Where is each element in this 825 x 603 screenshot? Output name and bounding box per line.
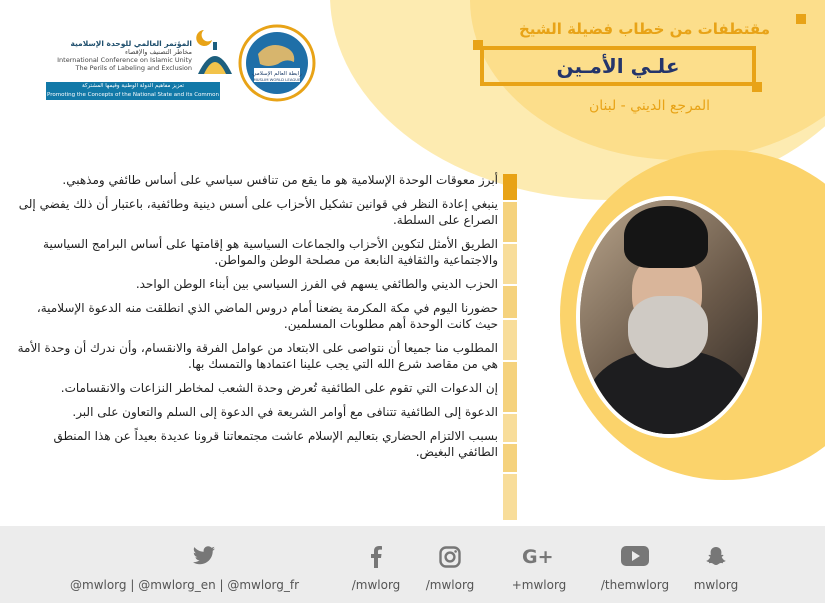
snapchat-link[interactable] xyxy=(686,526,746,603)
conference-emblem-icon xyxy=(196,26,234,76)
conference-strip xyxy=(46,82,220,106)
mwl-logo-ar: رابطة العالم الإسلامي xyxy=(252,71,302,77)
decorative-square xyxy=(796,14,806,24)
google-plus-link[interactable] xyxy=(506,526,572,603)
svg-text:G+: G+ xyxy=(522,546,554,566)
snapchat-label: mwlorg xyxy=(693,578,739,592)
speaker-name: علـي الأمـين xyxy=(556,54,680,78)
conference-logo xyxy=(44,20,220,106)
excerpt-paragraph: الطريق الأمثل لتكوين الأحزاب والجماعات السياسية هو إقامتها على أساس البرامج السياسية والاجتماعية والثقافية النابعة من مصلحة الوطن والمواطن. xyxy=(43,237,498,267)
excerpt-paragraph: إن الدعوات التي تقوم على الطائفية تُعرض وحدة الشعب لمخاطر النزاعات والانقسامات. xyxy=(60,381,498,395)
bullet-marker-bar xyxy=(503,174,517,520)
google-plus-icon xyxy=(522,546,556,566)
conference-text xyxy=(44,40,192,72)
conference-title-ar: المؤتمر العالمي للوحدة الإسلامية xyxy=(70,39,192,48)
instagram-link[interactable] xyxy=(420,526,480,603)
mwl-logo-en: MUSLIM WORLD LEAGUE xyxy=(253,77,301,82)
youtube-icon xyxy=(621,546,649,566)
conference-subtitle-ar: مخاطر التصنيف والإقصاء xyxy=(124,48,192,56)
twitter-handles: @mwlorg | @mwlorg_en | @mwlorg_fr xyxy=(70,578,300,592)
excerpt-paragraph: بسبب الالتزام الحضاري بتعاليم الإسلام عاشت مجتمعاتنا قرونا عديدة بعيداً عن هذا المنطق الطائفي البغيض. xyxy=(53,429,498,459)
conference-title-en: International Conference on Islamic Unity xyxy=(57,56,192,64)
speaker-name-box xyxy=(480,46,756,86)
speech-excerpts xyxy=(14,172,498,468)
social-footer xyxy=(0,526,825,603)
decorative-square xyxy=(752,82,762,92)
google-plus-label: +mwlorg xyxy=(511,578,567,592)
instagram-icon xyxy=(439,546,461,568)
excerpt-paragraph: الدعوة إلى الطائفية تتنافى مع أوامر الشريعة في الدعوة إلى السلم والتعاون على البر. xyxy=(72,405,498,419)
speaker-portrait xyxy=(576,196,762,438)
excerpt-paragraph: المطلوب منا جميعا أن نتواصى على الابتعاد من عوامل الفرقة والانقسام، وأن ندرك أن وحدة الأمة هي من مقاصد شرع الله التي يجب علينا اعتمادها والتمسك بها. xyxy=(17,341,498,371)
facebook-label: /mwlorg xyxy=(351,578,401,592)
twitter-icon xyxy=(192,546,216,566)
excerpt-paragraph: أبرز معوقات الوحدة الإسلامية هو ما يقع من تنافس سياسي على أساس طائفي ومذهبي. xyxy=(62,173,498,187)
excerpt-paragraph: ينبغي إعادة النظر في قوانين تشكيل الأحزاب على أسس دينية وطائفية، باعتبار أن ذلك يفضي إلى الصراع على السلطة. xyxy=(18,197,498,227)
facebook-icon xyxy=(370,546,382,568)
conference-subtitle-en: The Perils of Labeling and Exclusion xyxy=(75,64,192,72)
instagram-label: /mwlorg xyxy=(425,578,475,592)
youtube-link[interactable] xyxy=(594,526,676,603)
speaker-title: المرجع الديني - لبنان xyxy=(588,98,710,114)
muslim-world-league-logo xyxy=(238,24,316,102)
conference-strip-ar: تعزيز مفاهيم الدولة الوطنية وقيمها المشتركة xyxy=(81,83,185,89)
twitter-accounts[interactable] xyxy=(70,526,370,603)
conference-strip-en: Promoting the Concepts of the National State and its Common Values xyxy=(47,91,219,106)
facebook-link[interactable] xyxy=(346,526,406,603)
page-title: مقتطفات من خطاب فضيلة الشيخ xyxy=(518,20,770,38)
excerpt-paragraph: الحزب الديني والطائفي يسهم في الفرز السياسي بين أبناء الوطن الواحد. xyxy=(135,277,498,291)
excerpt-paragraph: حضورنا اليوم في مكة المكرمة يضعنا أمام دروس الماضي الذي انطلقت منه الدعوة الإسلامية، حيث كانت الوحدة أهم مطلوبات المسلمين. xyxy=(36,301,498,331)
youtube-label: /themwlorg xyxy=(600,578,670,592)
snapchat-icon xyxy=(705,546,727,568)
